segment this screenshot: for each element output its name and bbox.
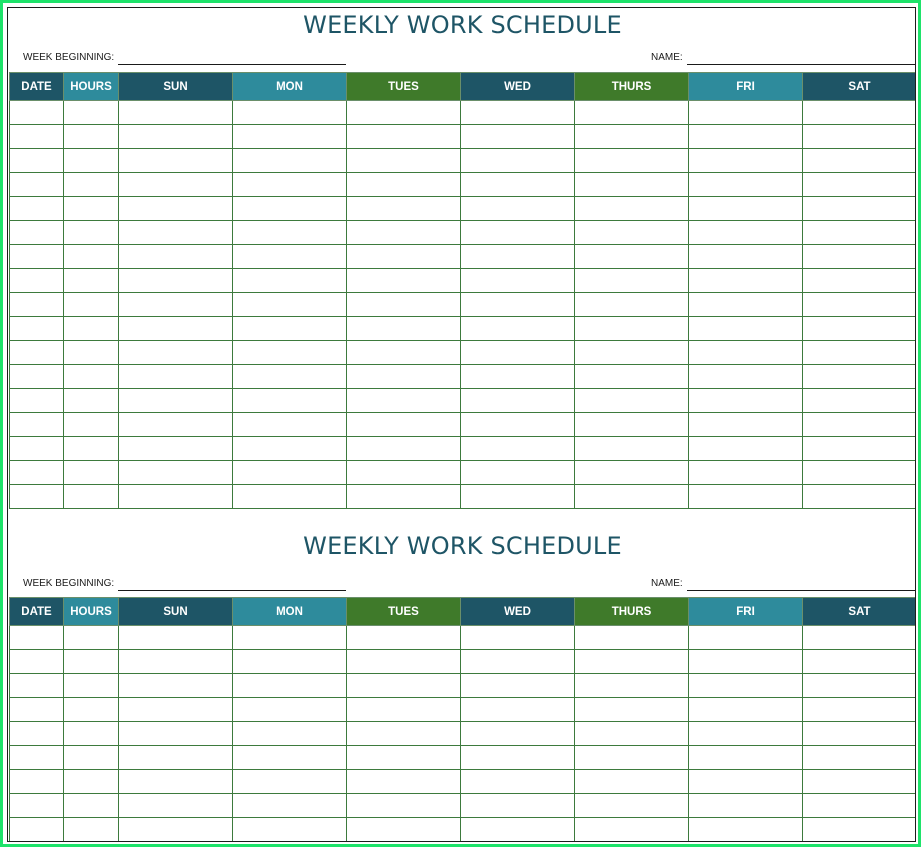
cell-sat[interactable]: [803, 317, 917, 341]
cell-tues[interactable]: [347, 317, 461, 341]
cell-hours[interactable]: [64, 485, 119, 509]
cell-sun[interactable]: [119, 794, 233, 818]
table-row: [10, 818, 917, 842]
table-row: [10, 341, 917, 365]
cell-sat[interactable]: [803, 293, 917, 317]
cell-sun[interactable]: [119, 293, 233, 317]
cell-hours[interactable]: [64, 269, 119, 293]
cell-date[interactable]: [10, 461, 64, 485]
cell-wed[interactable]: [461, 794, 575, 818]
table-row: [10, 722, 917, 746]
cell-thurs[interactable]: [575, 626, 689, 650]
table-row: [10, 437, 917, 461]
cell-mon[interactable]: [233, 722, 347, 746]
cell-sat[interactable]: [803, 437, 917, 461]
table-row: [10, 674, 917, 698]
cell-fri[interactable]: [689, 365, 803, 389]
cell-sat[interactable]: [803, 626, 917, 650]
table-row: [10, 770, 917, 794]
cell-hours[interactable]: [64, 149, 119, 173]
cell-sun[interactable]: [119, 650, 233, 674]
cell-sun[interactable]: [119, 437, 233, 461]
cell-tues[interactable]: [347, 365, 461, 389]
cell-mon[interactable]: [233, 317, 347, 341]
table-row: [10, 698, 917, 722]
cell-thurs[interactable]: [575, 698, 689, 722]
cell-mon[interactable]: [233, 389, 347, 413]
cell-mon[interactable]: [233, 650, 347, 674]
cell-tues[interactable]: [347, 674, 461, 698]
cell-date[interactable]: [10, 746, 64, 770]
cell-date[interactable]: [10, 389, 64, 413]
cell-fri[interactable]: [689, 461, 803, 485]
cell-sat[interactable]: [803, 173, 917, 197]
cell-mon[interactable]: [233, 125, 347, 149]
cell-thurs[interactable]: [575, 461, 689, 485]
cell-fri[interactable]: [689, 317, 803, 341]
cell-fri[interactable]: [689, 125, 803, 149]
cell-hours[interactable]: [64, 317, 119, 341]
table-row: [10, 269, 917, 293]
cell-sat[interactable]: [803, 485, 917, 509]
cell-date[interactable]: [10, 818, 64, 842]
table-row: [10, 485, 917, 509]
cell-thurs[interactable]: [575, 365, 689, 389]
cell-sat[interactable]: [803, 125, 917, 149]
cell-fri[interactable]: [689, 674, 803, 698]
table-row: [10, 293, 917, 317]
column-header-thurs: THURS: [575, 598, 689, 626]
table-row: [10, 173, 917, 197]
column-header-date: DATE: [10, 598, 64, 626]
cell-fri[interactable]: [689, 197, 803, 221]
cell-wed[interactable]: [461, 818, 575, 842]
cell-mon[interactable]: [233, 365, 347, 389]
column-header-mon: MON: [233, 73, 347, 101]
column-header-sat: SAT: [803, 598, 917, 626]
cell-sat[interactable]: [803, 365, 917, 389]
cell-wed[interactable]: [461, 722, 575, 746]
cell-wed[interactable]: [461, 626, 575, 650]
cell-date[interactable]: [10, 293, 64, 317]
cell-fri[interactable]: [689, 746, 803, 770]
cell-date[interactable]: [10, 341, 64, 365]
cell-date[interactable]: [10, 317, 64, 341]
cell-hours[interactable]: [64, 389, 119, 413]
column-header-tues: TUES: [347, 73, 461, 101]
cell-date[interactable]: [10, 269, 64, 293]
weekly-schedule-2: [8, 513, 916, 842]
cell-fri[interactable]: [689, 173, 803, 197]
cell-wed[interactable]: [461, 413, 575, 437]
cell-wed[interactable]: [461, 365, 575, 389]
cell-sat[interactable]: [803, 770, 917, 794]
weekly-schedule-1: [8, 8, 916, 513]
cell-wed[interactable]: [461, 125, 575, 149]
column-header-wed: WED: [461, 73, 575, 101]
cell-fri[interactable]: [689, 341, 803, 365]
cell-hours[interactable]: [64, 173, 119, 197]
cell-date[interactable]: [10, 437, 64, 461]
cell-sat[interactable]: [803, 698, 917, 722]
cell-mon[interactable]: [233, 437, 347, 461]
cell-mon[interactable]: [233, 698, 347, 722]
cell-hours[interactable]: [64, 650, 119, 674]
column-header-sun: SUN: [119, 73, 233, 101]
schedule-table: [9, 72, 916, 509]
table-row: [10, 389, 917, 413]
cell-tues[interactable]: [347, 197, 461, 221]
schedule-title: WEEKLY WORK SCHEDULE: [303, 532, 622, 560]
name-field[interactable]: [687, 64, 915, 65]
table-row: [10, 197, 917, 221]
cell-thurs[interactable]: [575, 245, 689, 269]
column-header-sun: SUN: [119, 598, 233, 626]
cell-wed[interactable]: [461, 698, 575, 722]
cell-hours[interactable]: [64, 413, 119, 437]
table-row: [10, 101, 917, 125]
cell-sun[interactable]: [119, 173, 233, 197]
cell-tues[interactable]: [347, 746, 461, 770]
cell-date[interactable]: [10, 149, 64, 173]
cell-tues[interactable]: [347, 650, 461, 674]
cell-wed[interactable]: [461, 245, 575, 269]
cell-wed[interactable]: [461, 317, 575, 341]
cell-sun[interactable]: [119, 461, 233, 485]
cell-sat[interactable]: [803, 818, 917, 842]
cell-sun[interactable]: [119, 221, 233, 245]
cell-sat[interactable]: [803, 197, 917, 221]
cell-sun[interactable]: [119, 341, 233, 365]
cell-wed[interactable]: [461, 341, 575, 365]
table-row: [10, 365, 917, 389]
cell-mon[interactable]: [233, 794, 347, 818]
cell-mon[interactable]: [233, 269, 347, 293]
cell-wed[interactable]: [461, 101, 575, 125]
cell-mon[interactable]: [233, 197, 347, 221]
cell-tues[interactable]: [347, 269, 461, 293]
cell-sat[interactable]: [803, 341, 917, 365]
cell-wed[interactable]: [461, 149, 575, 173]
column-header-fri: FRI: [689, 73, 803, 101]
cell-sat[interactable]: [803, 461, 917, 485]
cell-sun[interactable]: [119, 269, 233, 293]
cell-fri[interactable]: [689, 794, 803, 818]
cell-sun[interactable]: [119, 149, 233, 173]
cell-fri[interactable]: [689, 698, 803, 722]
cell-tues[interactable]: [347, 626, 461, 650]
cell-hours[interactable]: [64, 818, 119, 842]
cell-mon[interactable]: [233, 626, 347, 650]
cell-hours[interactable]: [64, 197, 119, 221]
cell-sun[interactable]: [119, 746, 233, 770]
cell-sun[interactable]: [119, 389, 233, 413]
cell-thurs[interactable]: [575, 413, 689, 437]
cell-fri[interactable]: [689, 770, 803, 794]
cell-mon[interactable]: [233, 413, 347, 437]
cell-mon[interactable]: [233, 173, 347, 197]
cell-hours[interactable]: [64, 746, 119, 770]
cell-thurs[interactable]: [575, 173, 689, 197]
cell-hours[interactable]: [64, 125, 119, 149]
table-row: [10, 125, 917, 149]
cell-hours[interactable]: [64, 341, 119, 365]
cell-date[interactable]: [10, 221, 64, 245]
cell-sat[interactable]: [803, 221, 917, 245]
cell-fri[interactable]: [689, 293, 803, 317]
cell-wed[interactable]: [461, 485, 575, 509]
cell-hours[interactable]: [64, 221, 119, 245]
cell-sat[interactable]: [803, 650, 917, 674]
table-row: [10, 650, 917, 674]
cell-mon[interactable]: [233, 746, 347, 770]
schedule-sheet: [7, 7, 916, 842]
cell-date[interactable]: [10, 245, 64, 269]
cell-mon[interactable]: [233, 101, 347, 125]
cell-wed[interactable]: [461, 173, 575, 197]
cell-tues[interactable]: [347, 389, 461, 413]
cell-fri[interactable]: [689, 245, 803, 269]
cell-sat[interactable]: [803, 149, 917, 173]
cell-tues[interactable]: [347, 125, 461, 149]
cell-thurs[interactable]: [575, 101, 689, 125]
cell-mon[interactable]: [233, 485, 347, 509]
cell-date[interactable]: [10, 125, 64, 149]
cell-date[interactable]: [10, 485, 64, 509]
cell-fri[interactable]: [689, 413, 803, 437]
cell-thurs[interactable]: [575, 269, 689, 293]
cell-hours[interactable]: [64, 245, 119, 269]
cell-date[interactable]: [10, 722, 64, 746]
schedule-body: [10, 101, 917, 509]
cell-hours[interactable]: [64, 626, 119, 650]
cell-thurs[interactable]: [575, 197, 689, 221]
cell-fri[interactable]: [689, 269, 803, 293]
cell-fri[interactable]: [689, 485, 803, 509]
week-beginning-field[interactable]: [118, 590, 346, 591]
cell-date[interactable]: [10, 674, 64, 698]
cell-sun[interactable]: [119, 626, 233, 650]
cell-thurs[interactable]: [575, 149, 689, 173]
cell-tues[interactable]: [347, 101, 461, 125]
cell-sun[interactable]: [119, 245, 233, 269]
cell-hours[interactable]: [64, 698, 119, 722]
cell-tues[interactable]: [347, 794, 461, 818]
cell-date[interactable]: [10, 770, 64, 794]
cell-wed[interactable]: [461, 461, 575, 485]
table-row: [10, 794, 917, 818]
cell-tues[interactable]: [347, 245, 461, 269]
cell-sat[interactable]: [803, 746, 917, 770]
cell-sun[interactable]: [119, 125, 233, 149]
cell-hours[interactable]: [64, 794, 119, 818]
cell-date[interactable]: [10, 698, 64, 722]
cell-thurs[interactable]: [575, 818, 689, 842]
cell-tues[interactable]: [347, 221, 461, 245]
column-header-thurs: THURS: [575, 73, 689, 101]
column-header-date: DATE: [10, 73, 64, 101]
cell-sat[interactable]: [803, 101, 917, 125]
name-label: NAME:: [651, 578, 683, 589]
column-header-hours: HOURS: [64, 598, 119, 626]
cell-sun[interactable]: [119, 197, 233, 221]
cell-sun[interactable]: [119, 770, 233, 794]
cell-mon[interactable]: [233, 149, 347, 173]
cell-thurs[interactable]: [575, 317, 689, 341]
cell-sat[interactable]: [803, 722, 917, 746]
cell-date[interactable]: [10, 650, 64, 674]
header-row: [10, 598, 917, 626]
column-header-wed: WED: [461, 598, 575, 626]
cell-fri[interactable]: [689, 437, 803, 461]
cell-sat[interactable]: [803, 413, 917, 437]
cell-wed[interactable]: [461, 746, 575, 770]
name-label: NAME:: [651, 52, 683, 63]
cell-fri[interactable]: [689, 722, 803, 746]
table-row: [10, 149, 917, 173]
cell-tues[interactable]: [347, 485, 461, 509]
cell-date[interactable]: [10, 365, 64, 389]
cell-tues[interactable]: [347, 149, 461, 173]
table-row: [10, 413, 917, 437]
cell-wed[interactable]: [461, 437, 575, 461]
cell-wed[interactable]: [461, 650, 575, 674]
cell-wed[interactable]: [461, 674, 575, 698]
cell-mon[interactable]: [233, 461, 347, 485]
week-beginning-label: WEEK BEGINNING:: [23, 52, 115, 63]
table-row: [10, 626, 917, 650]
table-row: [10, 245, 917, 269]
schedule-table: [9, 597, 916, 842]
cell-thurs[interactable]: [575, 746, 689, 770]
cell-hours[interactable]: [64, 293, 119, 317]
cell-wed[interactable]: [461, 293, 575, 317]
cell-date[interactable]: [10, 197, 64, 221]
cell-fri[interactable]: [689, 626, 803, 650]
cell-fri[interactable]: [689, 818, 803, 842]
cell-mon[interactable]: [233, 293, 347, 317]
cell-date[interactable]: [10, 626, 64, 650]
cell-sat[interactable]: [803, 245, 917, 269]
cell-wed[interactable]: [461, 269, 575, 293]
cell-sun[interactable]: [119, 413, 233, 437]
cell-sun[interactable]: [119, 317, 233, 341]
cell-hours[interactable]: [64, 770, 119, 794]
table-row: [10, 317, 917, 341]
column-header-tues: TUES: [347, 598, 461, 626]
cell-tues[interactable]: [347, 818, 461, 842]
column-header-fri: FRI: [689, 598, 803, 626]
cell-hours[interactable]: [64, 101, 119, 125]
cell-thurs[interactable]: [575, 221, 689, 245]
cell-thurs[interactable]: [575, 437, 689, 461]
schedule-body: [10, 626, 917, 842]
cell-date[interactable]: [10, 413, 64, 437]
table-row: [10, 221, 917, 245]
cell-sun[interactable]: [119, 818, 233, 842]
column-header-mon: MON: [233, 598, 347, 626]
cell-tues[interactable]: [347, 341, 461, 365]
cell-tues[interactable]: [347, 722, 461, 746]
cell-hours[interactable]: [64, 365, 119, 389]
cell-mon[interactable]: [233, 341, 347, 365]
cell-thurs[interactable]: [575, 794, 689, 818]
cell-sat[interactable]: [803, 794, 917, 818]
cell-fri[interactable]: [689, 389, 803, 413]
cell-hours[interactable]: [64, 461, 119, 485]
cell-thurs[interactable]: [575, 125, 689, 149]
cell-fri[interactable]: [689, 101, 803, 125]
cell-mon[interactable]: [233, 770, 347, 794]
cell-fri[interactable]: [689, 221, 803, 245]
cell-thurs[interactable]: [575, 293, 689, 317]
cell-thurs[interactable]: [575, 341, 689, 365]
cell-sun[interactable]: [119, 674, 233, 698]
cell-mon[interactable]: [233, 818, 347, 842]
week-beginning-field[interactable]: [118, 64, 346, 65]
schedule-title: WEEKLY WORK SCHEDULE: [303, 11, 622, 39]
cell-mon[interactable]: [233, 221, 347, 245]
cell-tues[interactable]: [347, 770, 461, 794]
cell-fri[interactable]: [689, 149, 803, 173]
cell-thurs[interactable]: [575, 485, 689, 509]
column-header-hours: HOURS: [64, 73, 119, 101]
cell-date[interactable]: [10, 794, 64, 818]
cell-date[interactable]: [10, 173, 64, 197]
cell-sun[interactable]: [119, 698, 233, 722]
cell-tues[interactable]: [347, 461, 461, 485]
cell-thurs[interactable]: [575, 674, 689, 698]
cell-sat[interactable]: [803, 674, 917, 698]
name-field[interactable]: [687, 590, 915, 591]
cell-sat[interactable]: [803, 389, 917, 413]
cell-wed[interactable]: [461, 221, 575, 245]
cell-fri[interactable]: [689, 650, 803, 674]
cell-tues[interactable]: [347, 173, 461, 197]
cell-thurs[interactable]: [575, 650, 689, 674]
cell-thurs[interactable]: [575, 770, 689, 794]
cell-hours[interactable]: [64, 437, 119, 461]
cell-wed[interactable]: [461, 389, 575, 413]
cell-hours[interactable]: [64, 722, 119, 746]
cell-hours[interactable]: [64, 674, 119, 698]
cell-sun[interactable]: [119, 365, 233, 389]
cell-date[interactable]: [10, 101, 64, 125]
cell-thurs[interactable]: [575, 389, 689, 413]
cell-wed[interactable]: [461, 770, 575, 794]
cell-mon[interactable]: [233, 245, 347, 269]
cell-tues[interactable]: [347, 437, 461, 461]
cell-mon[interactable]: [233, 674, 347, 698]
cell-sun[interactable]: [119, 485, 233, 509]
cell-sun[interactable]: [119, 722, 233, 746]
cell-tues[interactable]: [347, 413, 461, 437]
column-header-sat: SAT: [803, 73, 917, 101]
cell-thurs[interactable]: [575, 722, 689, 746]
cell-tues[interactable]: [347, 293, 461, 317]
table-row: [10, 461, 917, 485]
cell-tues[interactable]: [347, 698, 461, 722]
cell-wed[interactable]: [461, 197, 575, 221]
cell-sun[interactable]: [119, 101, 233, 125]
cell-sat[interactable]: [803, 269, 917, 293]
table-row: [10, 746, 917, 770]
header-row: [10, 73, 917, 101]
week-beginning-label: WEEK BEGINNING:: [23, 578, 115, 589]
